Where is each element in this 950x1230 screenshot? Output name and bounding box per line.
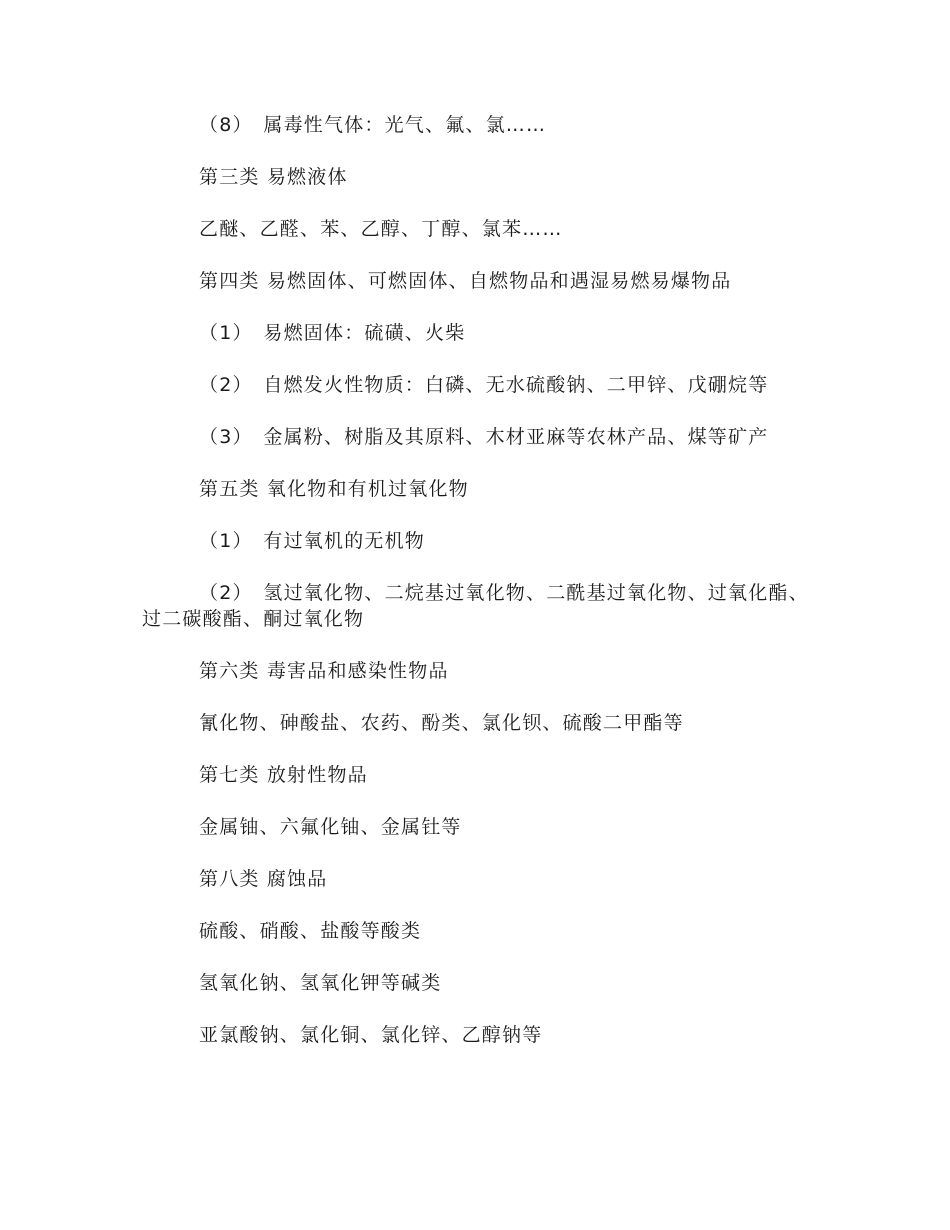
section-heading: 第三类 易燃液体 (199, 166, 348, 188)
paragraph: 金属铀、六氟化铀、金属钍等 (199, 816, 462, 838)
section-heading: 第五类 氧化物和有机过氧化物 (199, 478, 469, 500)
paragraph: 氢氧化钠、氢氧化钾等碱类 (199, 972, 442, 994)
paragraph: 亚氯酸钠、氯化铜、氯化锌、乙醇钠等 (199, 1024, 543, 1046)
paragraph: 硫酸、硝酸、盐酸等酸类 (199, 920, 422, 942)
section-heading: 第六类 毒害品和感染性物品 (199, 660, 449, 682)
section-heading: 第四类 易燃固体、可燃固体、自燃物品和遇湿易燃易爆物品 (199, 270, 732, 292)
paragraph: 乙醚、乙醛、苯、乙醇、丁醇、氯苯…… (199, 218, 563, 240)
section-heading: 第八类 腐蚀品 (199, 868, 328, 890)
paragraph: （1） 易燃固体：硫磺、火柴 (199, 322, 466, 344)
paragraph: （8） 属毒性气体：光气、氟、氯…… (199, 114, 547, 136)
section-heading: 第七类 放射性物品 (199, 764, 368, 786)
paragraph: （3） 金属粉、树脂及其原料、木材亚麻等农林产品、煤等矿产 (199, 426, 769, 448)
paragraph: （2） 氢过氧化物、二烷基过氧化物、二酰基过氧化物、过氧化酯、过二碳酸酯、酮过氧化物 (142, 582, 809, 630)
paragraph: （2） 自燃发火性物质：白磷、无水硫酸钠、二甲锌、戊硼烷等 (199, 374, 769, 396)
document-body (142, 112, 812, 1074)
paragraph: （1） 有过氧机的无机物 (199, 530, 425, 552)
paragraph: 氰化物、砷酸盐、农药、酚类、氯化钡、硫酸二甲酯等 (199, 712, 684, 734)
